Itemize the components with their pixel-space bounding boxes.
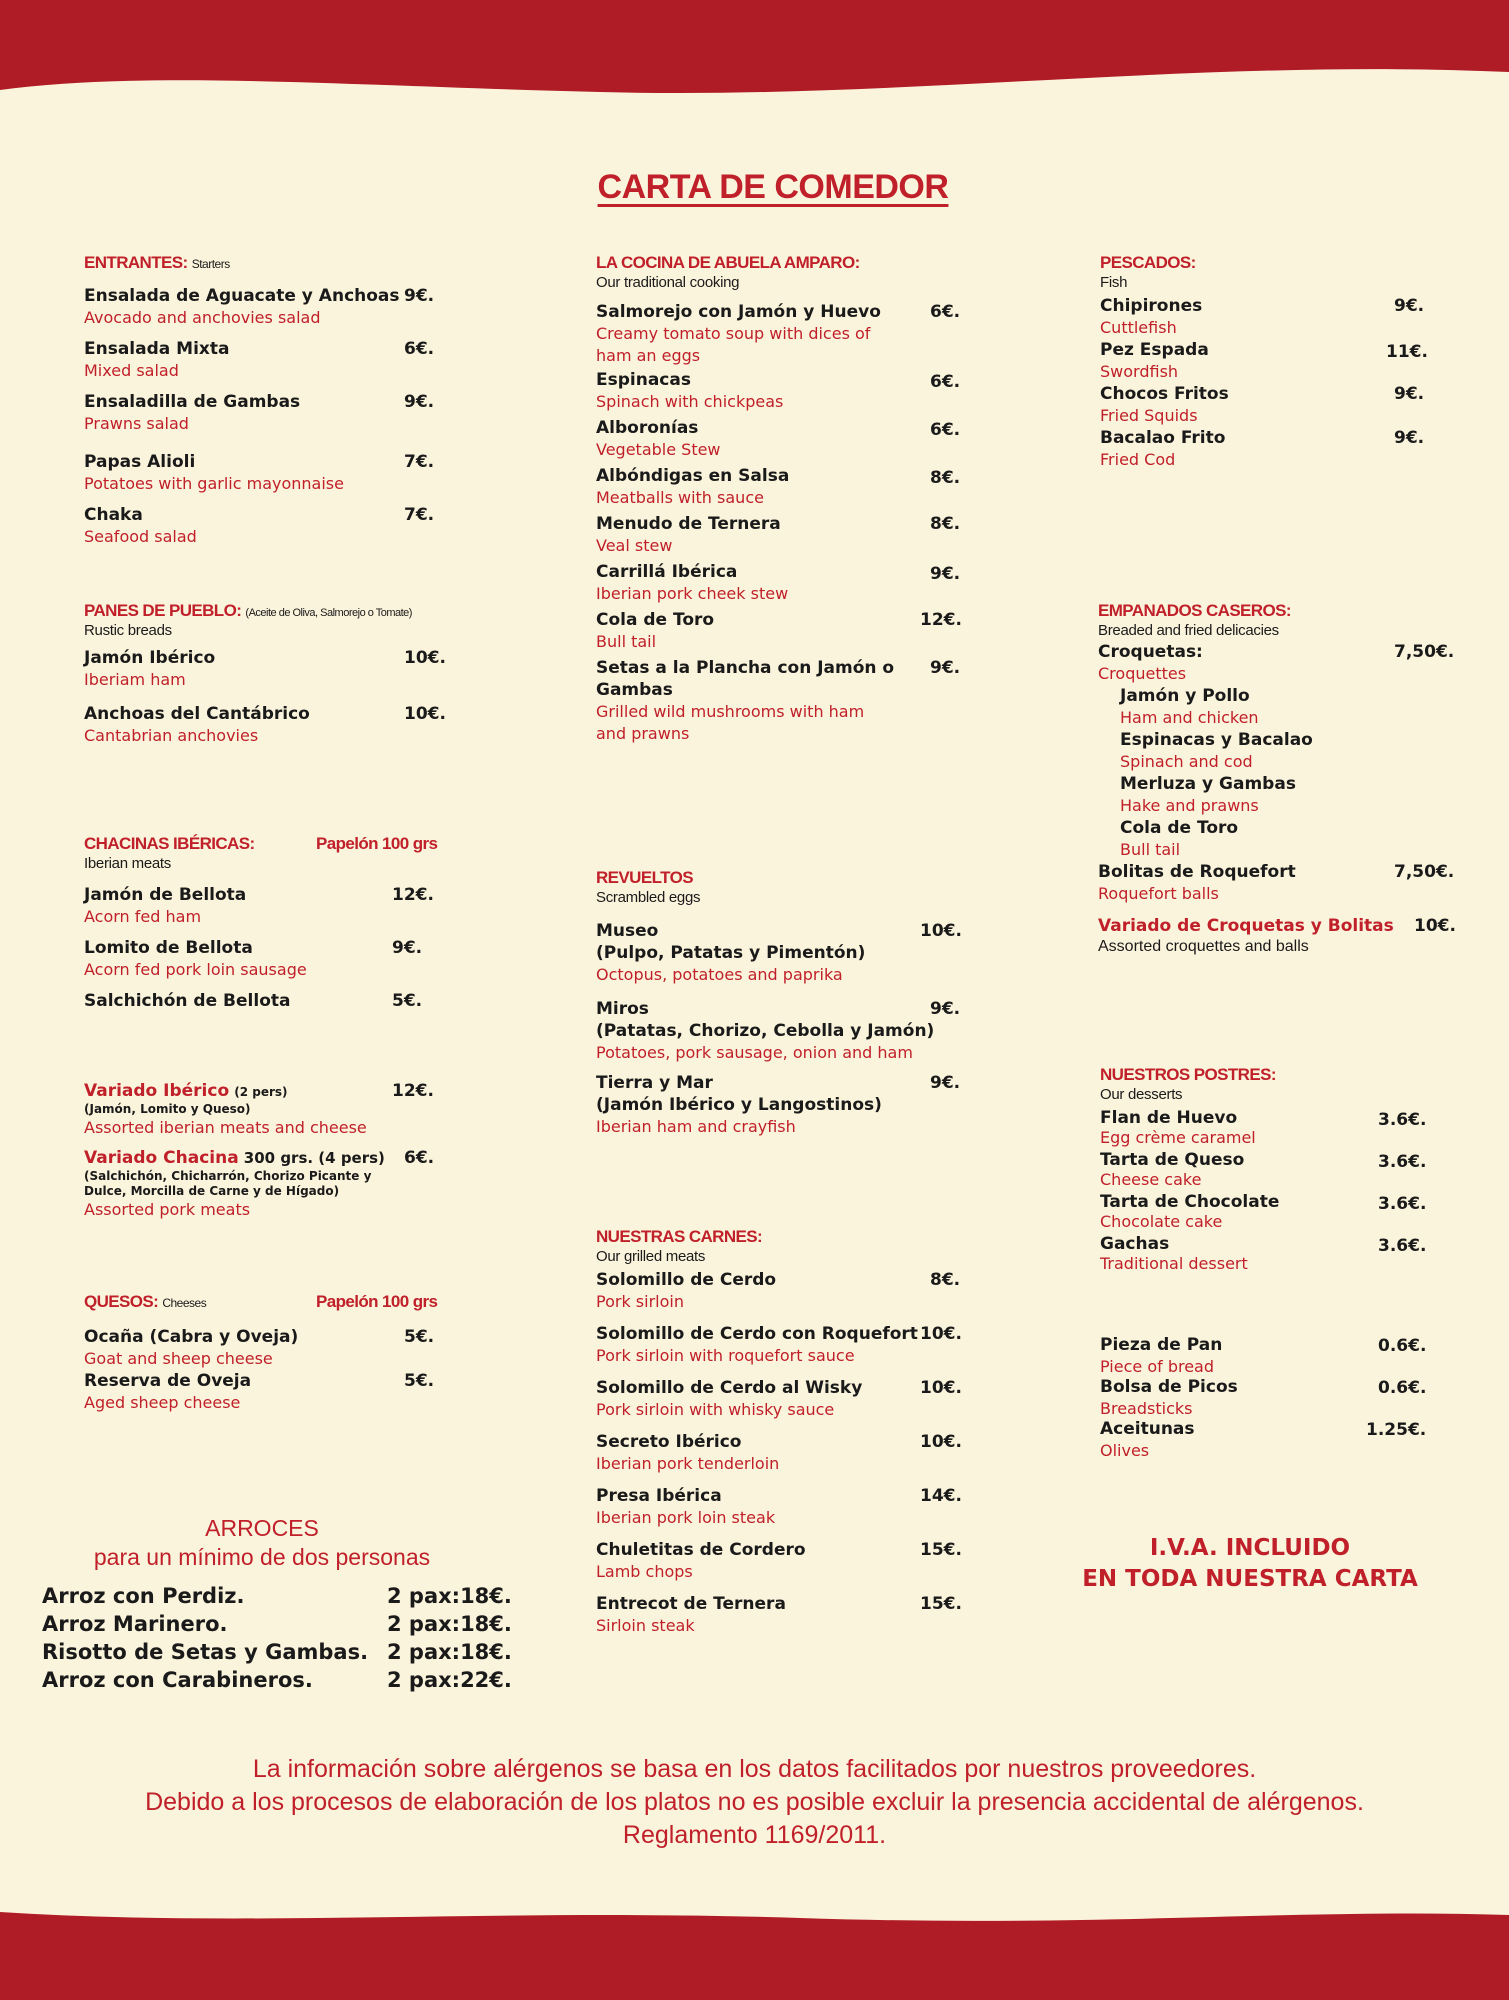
postres-subheading: Our desserts (1100, 1086, 1183, 1103)
menu-item: Reserva de Oveja Aged sheep cheese 5€. (84, 1371, 435, 1412)
chacinas-heading: CHACINAS IBÉRICAS: (84, 834, 255, 853)
panes-heading: PANES DE PUEBLO: (Aceite de Oliva, Salmorejo o Tomate) (84, 601, 412, 620)
menu-item: Presa Ibérica Iberian pork loin steak 14€. (596, 1486, 962, 1527)
cocina-subheading: Our traditional cooking (596, 274, 740, 291)
menu-item: Menudo de Ternera Veal stew 8€. (596, 514, 961, 555)
allergen-notice: La información sobre alérgenos se basa en los datos facilitados por nuestros proveedores. Debido a los procesos de elaboración de los platos no es posible excluir la presencia accidental de alérgenos. Reglamento 1169/2011. (145, 1755, 1364, 1849)
empanados-section (1098, 601, 1473, 957)
carnes-subheading: Our grilled meats (596, 1248, 706, 1265)
arroces-item: Arroz Marinero. 2 pax:18€. (42, 1612, 512, 1636)
arroces-item: Arroz con Perdiz. 2 pax:18€. (42, 1584, 512, 1608)
menu-item: Variado Ibérico (2 pers) (Jamón, Lomito y Queso) Assorted iberian meats and cheese 12€. (84, 1081, 434, 1137)
carnes-section (596, 1227, 996, 1637)
arroces-subtitle: para un mínimo de dos personas (93, 1544, 431, 1570)
entrantes-heading: ENTRANTES: Starters (84, 253, 230, 272)
menu-item: Chipirones Cuttlefish 9€. (1100, 296, 1425, 337)
menu-item: Flan de Huevo Egg crème caramel 3.6€. (1100, 1108, 1427, 1147)
croquetas-flavor: Merluza y Gambas Hake and prawns (1120, 774, 1296, 815)
menu-item: Ensalada de Aguacate y Anchoas Avocado and anchovies salad 9€. (84, 286, 435, 327)
chacinas-subheading: Iberian meats (84, 855, 171, 872)
arroces-section (42, 1514, 522, 1696)
revueltos-heading: REVUELTOS (596, 868, 693, 887)
arroces-item: Arroz con Carabineros. 2 pax:22€. (42, 1668, 512, 1692)
menu-item: Pieza de Pan Piece of bread 0.6€. (1100, 1335, 1427, 1376)
menu-item: Tierra y Mar (Jamón Ibérico y Langostinos) Iberian ham and crayfish 9€. (596, 1073, 961, 1136)
menu-item: Gachas Traditional dessert 3.6€. (1100, 1234, 1427, 1273)
menu-item: Jamón de Bellota Acorn fed ham 12€. (84, 885, 434, 926)
menu-item: Espinacas Spinach with chickpeas 6€. (596, 370, 961, 411)
menu-item: Salchichón de Bellota 5€. (84, 991, 423, 1011)
pescados-subheading: Fish (1100, 274, 1128, 291)
bottom-wave-banner (0, 1900, 1509, 2000)
pescados-section (1100, 253, 1460, 471)
arroces-title: ARROCES (205, 1515, 319, 1541)
menu-item: Tarta de Queso Cheese cake 3.6€. (1100, 1150, 1427, 1189)
menu-item: Alboronías Vegetable Stew 6€. (596, 418, 961, 459)
chacinas-portion: Papelón 100 grs (316, 834, 438, 853)
menu-item: Ensalada Mixta Mixed salad 6€. (84, 339, 435, 380)
panes-section (84, 601, 464, 747)
menu-item: Albóndigas en Salsa Meatballs with sauce 8€. (596, 466, 961, 507)
menu-item: Miros (Patatas, Chorizo, Cebolla y Jamón) Potatoes, pork sausage, onion and ham 9€. (596, 999, 961, 1062)
menu-item: Chocos Fritos Fried Squids 9€. (1100, 384, 1425, 425)
menu-item: Anchoas del Cantábrico Cantabrian anchovies 10€. (84, 704, 446, 745)
empanados-heading: EMPANADOS CASEROS: (1098, 601, 1291, 620)
variados-section (84, 1080, 464, 1221)
menu-item: Lomito de Bellota Acorn fed pork loin sausage 9€. (84, 938, 423, 979)
menu-item: Entrecot de Ternera Sirloin steak 15€. (596, 1594, 962, 1635)
menu-item: Bacalao Frito Fried Cod 9€. (1100, 428, 1425, 469)
carnes-heading: NUESTRAS CARNES: (596, 1227, 763, 1246)
menu-item: Aceitunas Olives 1.25€. (1100, 1419, 1427, 1460)
menu-item: Museo (Pulpo, Patatas y Pimentón) Octopus, potatoes and paprika 10€. (596, 921, 962, 984)
menu-item: Variado de Croquetas y Bolitas Assorted croquettes and balls 10€. (1098, 916, 1456, 955)
menu-item: Chuletitas de Cordero Lamb chops 15€. (596, 1540, 962, 1581)
panes-subheading: Rustic breads (84, 622, 172, 639)
chacinas-section (84, 834, 464, 1012)
menu-item: Setas a la Plancha con Jamón o Gambas Grilled wild mushrooms with ham and prawns 9€. (596, 658, 961, 743)
menu-item: Solomillo de Cerdo con Roquefort Pork sirloin with roquefort sauce 10€. (596, 1324, 962, 1365)
quesos-section (84, 1292, 464, 1414)
menu-item: Cola de Toro Bull tail 12€. (596, 610, 962, 651)
menu-item: Bolsa de Picos Breadsticks 0.6€. (1100, 1377, 1427, 1418)
cocina-heading: LA COCINA DE ABUELA AMPARO: (596, 253, 860, 272)
croquetas-flavor: Espinacas y Bacalao Spinach and cod (1120, 730, 1313, 771)
menu-item: Solomillo de Cerdo Pork sirloin 8€. (596, 1270, 961, 1311)
iva-notice: I.V.A. INCLUIDO EN TODA NUESTRA CARTA (1082, 1535, 1418, 1592)
extras-section (1100, 1335, 1460, 1461)
postres-heading: NUESTROS POSTRES: (1100, 1065, 1276, 1084)
menu-item: Tarta de Chocolate Chocolate cake 3.6€. (1100, 1192, 1427, 1231)
empanados-subheading: Breaded and fried delicacies (1098, 622, 1279, 639)
cocina-section (596, 253, 986, 745)
revueltos-section (596, 868, 986, 1138)
menu-title: CARTA DE COMEDOR (597, 168, 949, 206)
menu-item: Jamón Ibérico Iberiam ham 10€. (84, 648, 446, 689)
menu-item: Variado Chacina 300 grs. (4 pers) (Salchichón, Chicharrón, Chorizo Picante y Dulce, Morcilla de Carne y de Hígado) Assorted pork meats 6€. (84, 1148, 435, 1219)
entrantes-section (84, 253, 449, 548)
quesos-portion: Papelón 100 grs (316, 1292, 438, 1311)
menu-item: Pez Espada Swordfish 11€. (1100, 340, 1428, 381)
postres-section (1100, 1065, 1460, 1273)
quesos-heading: QUESOS: Cheeses (84, 1292, 207, 1311)
menu-item: Carrillá Ibérica Iberian pork cheek stew 9€. (596, 562, 961, 603)
menu-item: Secreto Ibérico Iberian pork tenderloin 10€. (596, 1432, 962, 1473)
menu-item: Salmorejo con Jamón y Huevo Creamy tomato soup with dices of ham an eggs 6€. (596, 302, 961, 365)
pescados-heading: PESCADOS: (1100, 253, 1196, 272)
menu-item: Ocaña (Cabra y Oveja) Goat and sheep cheese 5€. (84, 1327, 435, 1368)
menu-item: Papas Alioli Potatoes with garlic mayonnaise 7€. (84, 452, 435, 493)
arroces-item: Risotto de Setas y Gambas. 2 pax:18€. (42, 1640, 512, 1664)
menu-item: Solomillo de Cerdo al Wisky Pork sirloin with whisky sauce 10€. (596, 1378, 962, 1419)
top-wave-banner (0, 0, 1509, 100)
menu-item: Croquetas: Croquettes 7,50€. (1098, 642, 1455, 683)
menu-item: Ensaladilla de Gambas Prawns salad 9€. (84, 392, 435, 433)
menu-item: Bolitas de Roquefort Roquefort balls 7,50€. (1098, 862, 1455, 903)
croquetas-flavor: Cola de Toro Bull tail (1120, 818, 1239, 859)
menu-item: Chaka Seafood salad 7€. (84, 505, 435, 546)
revueltos-subheading: Scrambled eggs (596, 889, 701, 906)
croquetas-flavor: Jamón y Pollo Ham and chicken (1120, 686, 1259, 727)
